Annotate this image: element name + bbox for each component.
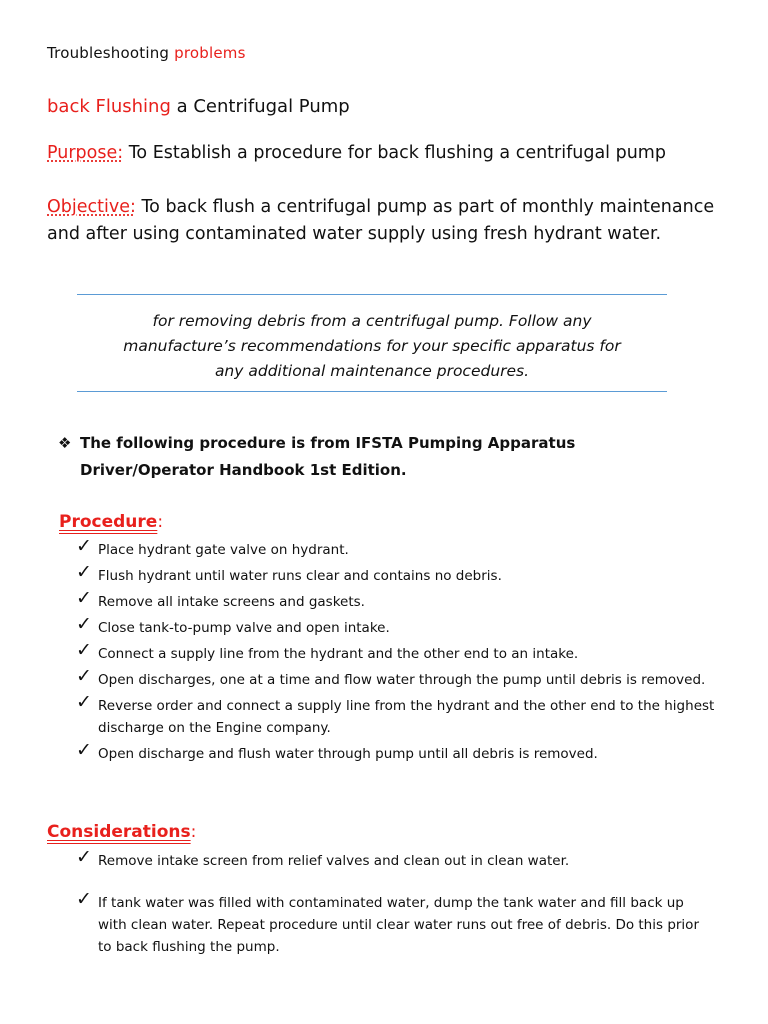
objective-paragraph [47, 194, 737, 248]
list-item-text: Remove all intake screens and gaskets. [98, 594, 365, 610]
list-item-text: Connect a supply line from the hydrant and the other end to an intake. [98, 646, 579, 662]
considerations-heading-colon: : [190, 822, 197, 842]
considerations-heading-text: Considerations [47, 822, 191, 842]
list-item [76, 846, 716, 872]
procedure-heading [59, 512, 163, 532]
checkmark-icon: ✓ [76, 639, 92, 661]
list-item-text: Open discharge and flush water through pump until all debris is removed. [98, 746, 598, 762]
checkmark-icon: ✓ [76, 739, 92, 761]
checkmark-icon: ✓ [76, 846, 92, 868]
list-item [76, 639, 716, 665]
purpose-label: Purpose: [47, 143, 124, 163]
checkmark-icon: ✓ [76, 665, 92, 687]
title-rest: a Centrifugal Pump [170, 96, 350, 117]
list-item-text: Flush hydrant until water runs clear and contains no debris. [98, 568, 502, 584]
document-title [47, 96, 350, 117]
considerations-list [76, 846, 716, 978]
list-item [76, 739, 716, 765]
list-item-text: Open discharges, one at a time and flow water through the pump until debris is removed. [98, 672, 706, 688]
document-header [47, 44, 246, 62]
list-item-text: Place hydrant gate valve on hydrant. [98, 542, 349, 558]
title-highlight: back Flushing [47, 96, 171, 117]
diamond-bullet-icon: ❖ [58, 434, 72, 452]
source-note-line: Driver/Operator Handbook 1st Edition. [80, 461, 407, 479]
quote-rule-top [77, 294, 667, 295]
list-item [76, 665, 716, 691]
source-note [58, 430, 575, 484]
checkmark-icon: ✓ [76, 561, 92, 583]
checkmark-icon: ✓ [76, 888, 92, 910]
quote-rule-bottom [77, 391, 667, 392]
considerations-heading [47, 822, 196, 842]
intense-quote [77, 309, 667, 384]
checkmark-icon: ✓ [76, 691, 92, 713]
checkmark-icon: ✓ [76, 535, 92, 557]
header-prefix: Troubleshooting [47, 44, 175, 62]
quote-line: any additional maintenance procedures. [214, 362, 530, 380]
quote-line: for removing debris from a centrifugal pump. Follow any [152, 312, 592, 330]
procedure-heading-colon: : [157, 512, 164, 532]
list-item [76, 691, 716, 739]
list-item [76, 561, 716, 587]
checkmark-icon: ✓ [76, 587, 92, 609]
list-item-text: Close tank-to-pump valve and open intake. [98, 620, 390, 636]
list-item [76, 587, 716, 613]
purpose-paragraph [47, 140, 737, 167]
checkmark-icon: ✓ [76, 613, 92, 635]
quote-line: manufacture’s recommendations for your specific apparatus for [123, 337, 621, 355]
procedure-list [76, 535, 716, 769]
list-item-text: If tank water was filled with contaminated water, dump the tank water and fill back up with clean water. Repeat procedure until clear water runs out free of debris. Do this prior to back flushing the pump. [98, 895, 699, 955]
objective-text: To back flush a centrifugal pump as part of monthly maintenance and after using contaminated water supply using fresh hydrant water. [47, 197, 715, 244]
procedure-heading-text: Procedure [59, 512, 158, 532]
list-item-text: Reverse order and connect a supply line from the hydrant and the other end to the highest discharge on the Engine company. [98, 698, 715, 736]
list-item [76, 888, 716, 958]
source-note-line: The following procedure is from IFSTA Pumping Apparatus [80, 434, 576, 452]
list-item [76, 613, 716, 639]
objective-label: Objective: [47, 197, 136, 217]
list-item [76, 535, 716, 561]
purpose-text: To Establish a procedure for back flushing a centrifugal pump [123, 143, 666, 163]
list-item-text: Remove intake screen from relief valves and clean out in clean water. [98, 853, 570, 869]
header-highlight: problems [174, 44, 246, 62]
